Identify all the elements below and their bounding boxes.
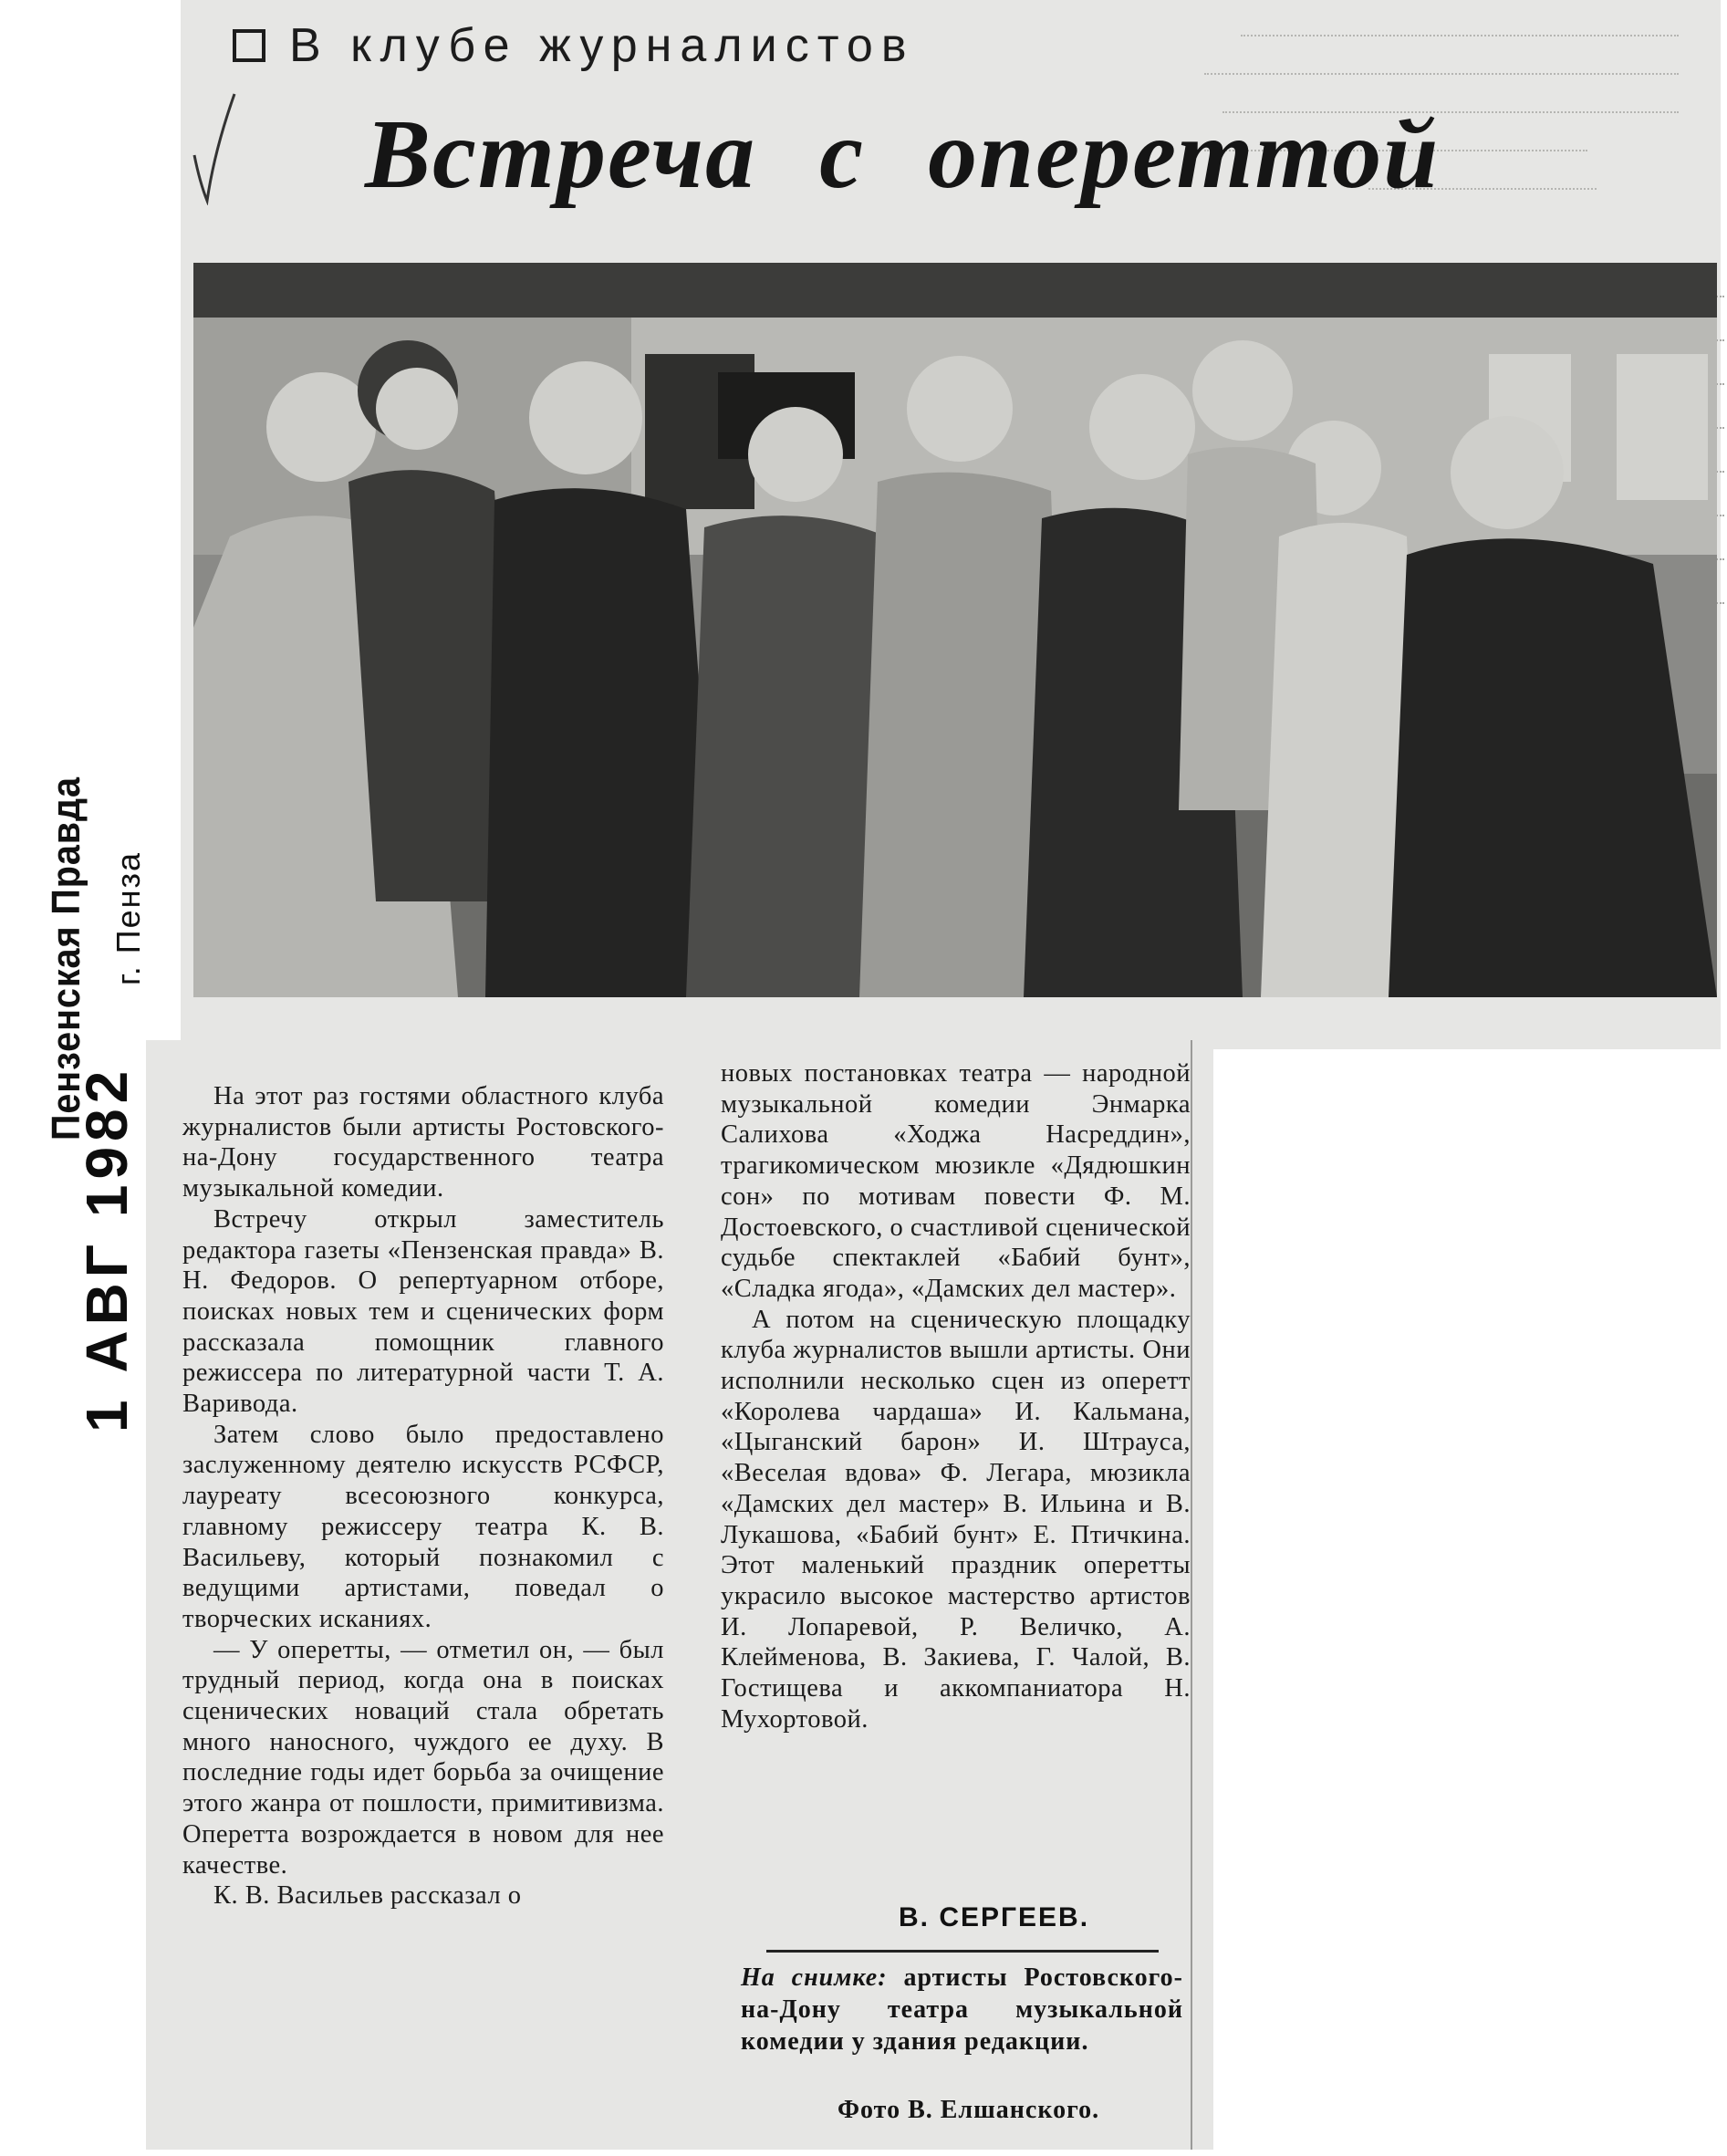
paragraph: Встречу открыл заместитель редактора газеты «Пензенская правда» В. Н. Федоров. О репертуарном отборе, поисках новых тем и сценических форм рассказала помощник главного режиссера по литературной части Т. А. Варивода. [182, 1204, 664, 1419]
caption-text: артисты Ростовского-на-Дону театра музыкальной комедии у здания редакции. [741, 1963, 1183, 2056]
square-bullet-icon [233, 29, 265, 62]
paragraph: — У оперетты, — отметил он, — был трудный период, когда она в поисках сценических новаций стала обретать много наносного, чуждого ее духу. В последние годы идет борьба за очищение этого жанра от пошлости, примитивизма. Оперетта возрождается в новом для нее качестве. [182, 1635, 664, 1880]
article-column-2 [721, 1058, 1191, 1734]
stamp-date: 1 АВГ 1982 [74, 1065, 140, 1432]
stamp-newspaper: Пензенская Правда [44, 776, 88, 1140]
paragraph: А потом на сценическую площадку клуба журналистов вышли артисты. Они исполнили несколько сцен из оперетт «Королева чардаша» И. Кальмана, «Цыганский барон» И. Штрауса, «Веселая вдова» Ф. Легара, мюзикла «Дамских дел мастер» В. Ильина и В. Лукашова, «Бабий бунт» Е. Птичкина. Этот маленький праздник оперетты украсило высокое мастерство артистов И. Лопаревой, Р. Величко, А. Клейменова, В. Закиева, Г. Чалой, В. Гостищева и аккомпаниатора Н. Мухортовой. [721, 1305, 1191, 1734]
divider [766, 1950, 1159, 1953]
photo-credit: Фото В. Елшанского. [837, 2096, 1100, 2124]
rubric-text: В клубе журналистов [289, 19, 915, 72]
stamp-city: г. Пенза [109, 850, 147, 985]
headline: Встреча с опереттой [365, 100, 1441, 209]
paragraph: Затем слово было предоставлено заслуженному деятелю искусств РСФСР, лауреату всесоюзного конкурса, главному режиссеру театра К. В. Васильеву, который познакомил с ведущими артистами, поведал о творческих исканиях. [182, 1420, 664, 1633]
photo-caption [741, 1962, 1183, 2057]
group-photo [193, 263, 1717, 997]
caption-label: На снимке: [741, 1963, 888, 1992]
clipping-edge [1191, 1040, 1192, 2150]
author-signature: В. СЕРГЕЕВ. [899, 1902, 1090, 1932]
article-column-1 [182, 1081, 664, 1911]
paragraph: К. В. Васильев рассказал о [213, 1881, 522, 1911]
checkmark-icon [187, 87, 242, 205]
section-rubric [233, 9, 914, 82]
newspaper-stamp [35, 429, 153, 1432]
paragraph: новых постановках театра — народной музыкальной комедии Энмарка Салихова «Ходжа Насреддин», трагикомическом мюзикле «Дядюшкин сон» по мотивам повести Ф. М. Достоевского, о счастливой сценической судьбе спектаклей «Бабий бунт», «Сладка ягода», «Дамских дел мастер». [721, 1059, 1191, 1303]
paragraph: На этот раз гостями областного клуба журналистов были артисты Ростовского-на-Дону государственного театра музыкальной комедии. [182, 1082, 664, 1203]
